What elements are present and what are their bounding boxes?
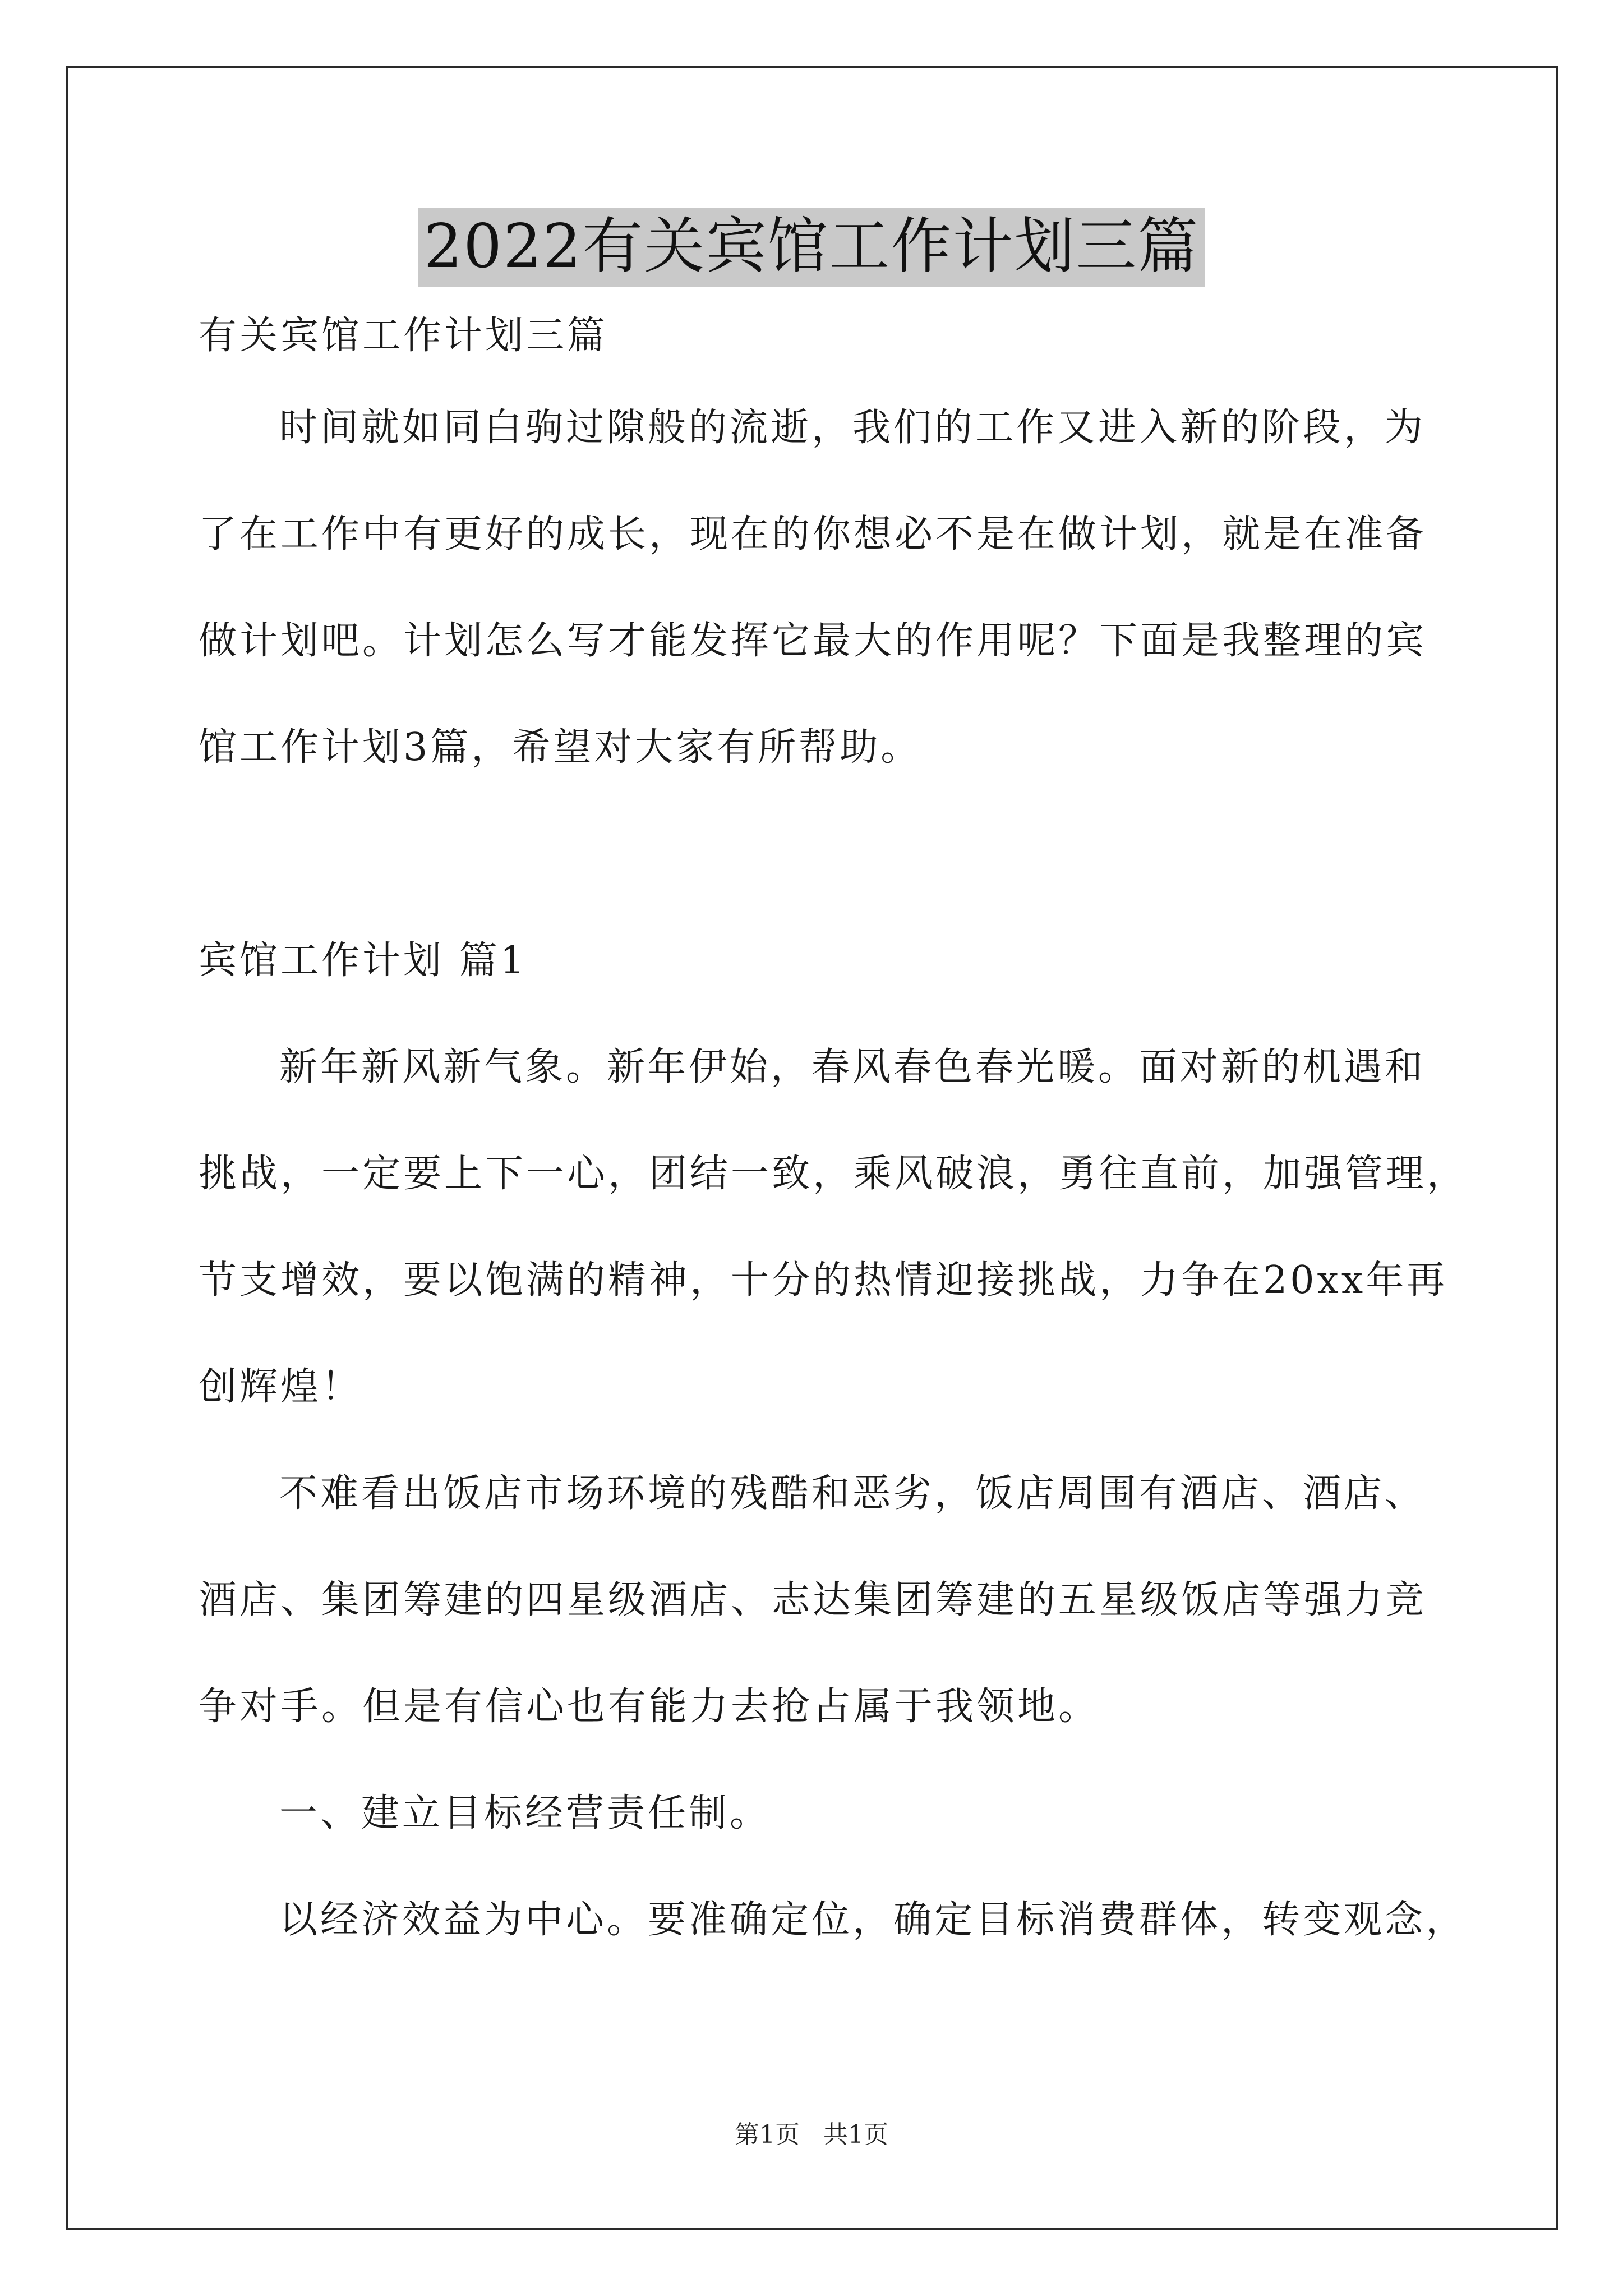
paragraph-line: 创辉煌！ bbox=[199, 1365, 363, 1409]
intro-line: 馆工作计划3篇，希望对大家有所帮助。 bbox=[199, 725, 922, 770]
document-title: 2022有关宾馆工作计划三篇 bbox=[418, 208, 1205, 287]
paragraph-line: 挑战，一定要上下一心，团结一致，乘风破浪，勇往直前，加强管理， bbox=[199, 1152, 1468, 1196]
intro-line: 时间就如同白驹过隙般的流逝，我们的工作又进入新的阶段，为 bbox=[279, 406, 1426, 450]
document-body bbox=[199, 310, 1468, 1947]
document-subtitle: 有关宾馆工作计划三篇 bbox=[199, 314, 608, 358]
paragraph-line: 不难看出饭店市场环境的残酷和恶劣，饭店周围有酒店、酒店、 bbox=[279, 1471, 1426, 1516]
paragraph-line: 酒店、集团筹建的四星级酒店、志达集团筹建的五星级饭店等强力竞 bbox=[199, 1578, 1427, 1622]
paragraph-line: 争对手。但是有信心也有能力去抢占属于我领地。 bbox=[199, 1685, 1100, 1729]
intro-line: 做计划吧。计划怎么写才能发挥它最大的作用呢？下面是我整理的宾 bbox=[199, 619, 1427, 663]
paragraph-line: 节支增效，要以饱满的精神，十分的热情迎接挑战，力争在20xx年再 bbox=[199, 1258, 1448, 1303]
page-footer bbox=[0, 2120, 1623, 2150]
paragraph-line: 以经济效益为中心。要准确定位，确定目标消费群体，转变观念， bbox=[279, 1898, 1467, 1942]
paragraph-line: 新年新风新气象。新年伊始，春风春色春光暖。面对新的机遇和 bbox=[279, 1045, 1426, 1089]
title-container bbox=[0, 208, 1623, 287]
list-item-heading: 一、建立目标经营责任制。 bbox=[279, 1791, 771, 1835]
page-number: 第1页 共1页 bbox=[735, 2120, 888, 2149]
section-heading: 宾馆工作计划 篇1 bbox=[199, 938, 527, 983]
intro-line: 了在工作中有更好的成长，现在的你想必不是在做计划，就是在准备 bbox=[199, 512, 1427, 556]
